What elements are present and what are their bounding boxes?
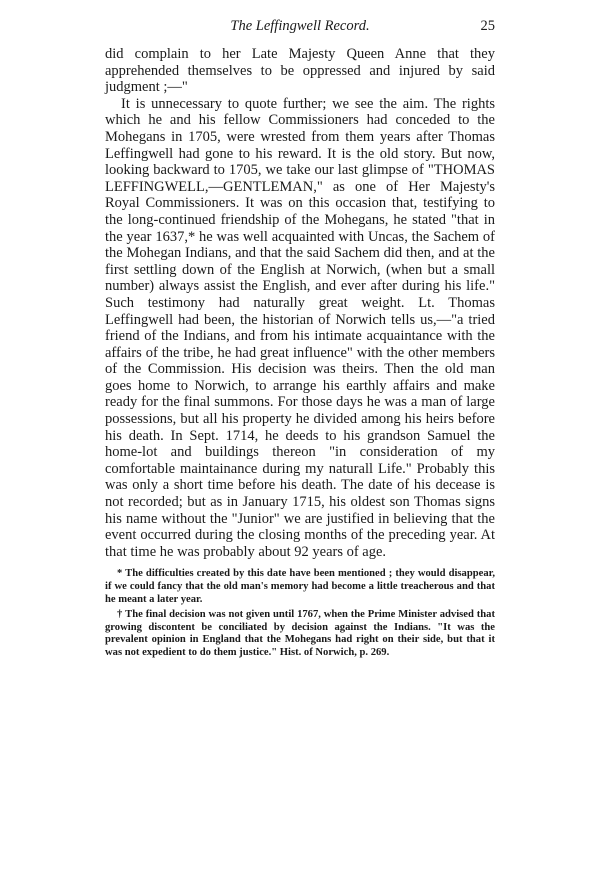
running-title: The Leffingwell Record. [230,18,370,34]
paragraph-continued: did complain to her Late Majesty Queen Anne that they apprehended themselves to be oppressed and injured by said judgment ;—" [105,46,495,96]
footnote-asterisk: * The difficulties created by this date have been mentioned ; they would disappear, if we could fancy that the old man's memory had become a little treacherous and that he meant a later year. [105,568,495,605]
book-page [105,18,495,663]
page-number: 25 [480,18,495,34]
page-header [105,18,495,40]
footnotes [105,568,495,659]
body-text [105,46,495,560]
footnote-dagger: † The final decision was not given until 1767, when the Prime Minister advised that growing discontent be conciliated by decision against the Indians. "It was the prevalent opinion in England that the Mohegans had right on their side, but that it was not expedient to do them justice." Hist. of Norwich, p. 269. [105,609,495,658]
paragraph: It is unnecessary to quote further; we see the aim. The rights which he and his fellow Commissioners had conceded to the Mohegans in 1705, were wrested from them years after Thomas Leffingwell had gone to his reward. It is the old story. But now, looking backward to 1705, we take our last glimpse of "THOMAS LEFFINGWELL,—GENTLEMAN," as one of Her Majesty's Royal Commissioners. It was on this occasion that, testifying to the long-continued friendship of the Mohegans, he stated "that in the year 1637,* he was well acquainted with Uncas, the Sachem of the Mohegan Indians, and that the said Sachem did then, and at the first settling down of the English at Norwich, (when but a small number) always assist the English, and ever after during his life." Such testimony had naturally great weight. Lt. Thomas Leffingwell had been, the historian of Norwich tells us,—"a tried friend of the Indians, and from his intimate acquaintance with the affairs of the tribe, he had great influence" with the other members of the Commission. His decision was theirs. Then the old man goes home to Norwich, to arrange his earthly affairs and make ready for the final summons. For those days he was a man of large possessions, but all his property he divided among his heirs before his death. In Sept. 1714, he deeds to his grandson Samuel the home-lot and buildings thereon "in consideration of my comfortable maintainance during my naturall Life." Probably this was only a short time before his death. The date of his decease is not recorded; but as in January 1715, his oldest son Thomas signs his name without the "Junior" we are justified in believing that the event occurred during the closing months of the preceding year. At that time he was probably about 92 years of age. [105,95,495,560]
